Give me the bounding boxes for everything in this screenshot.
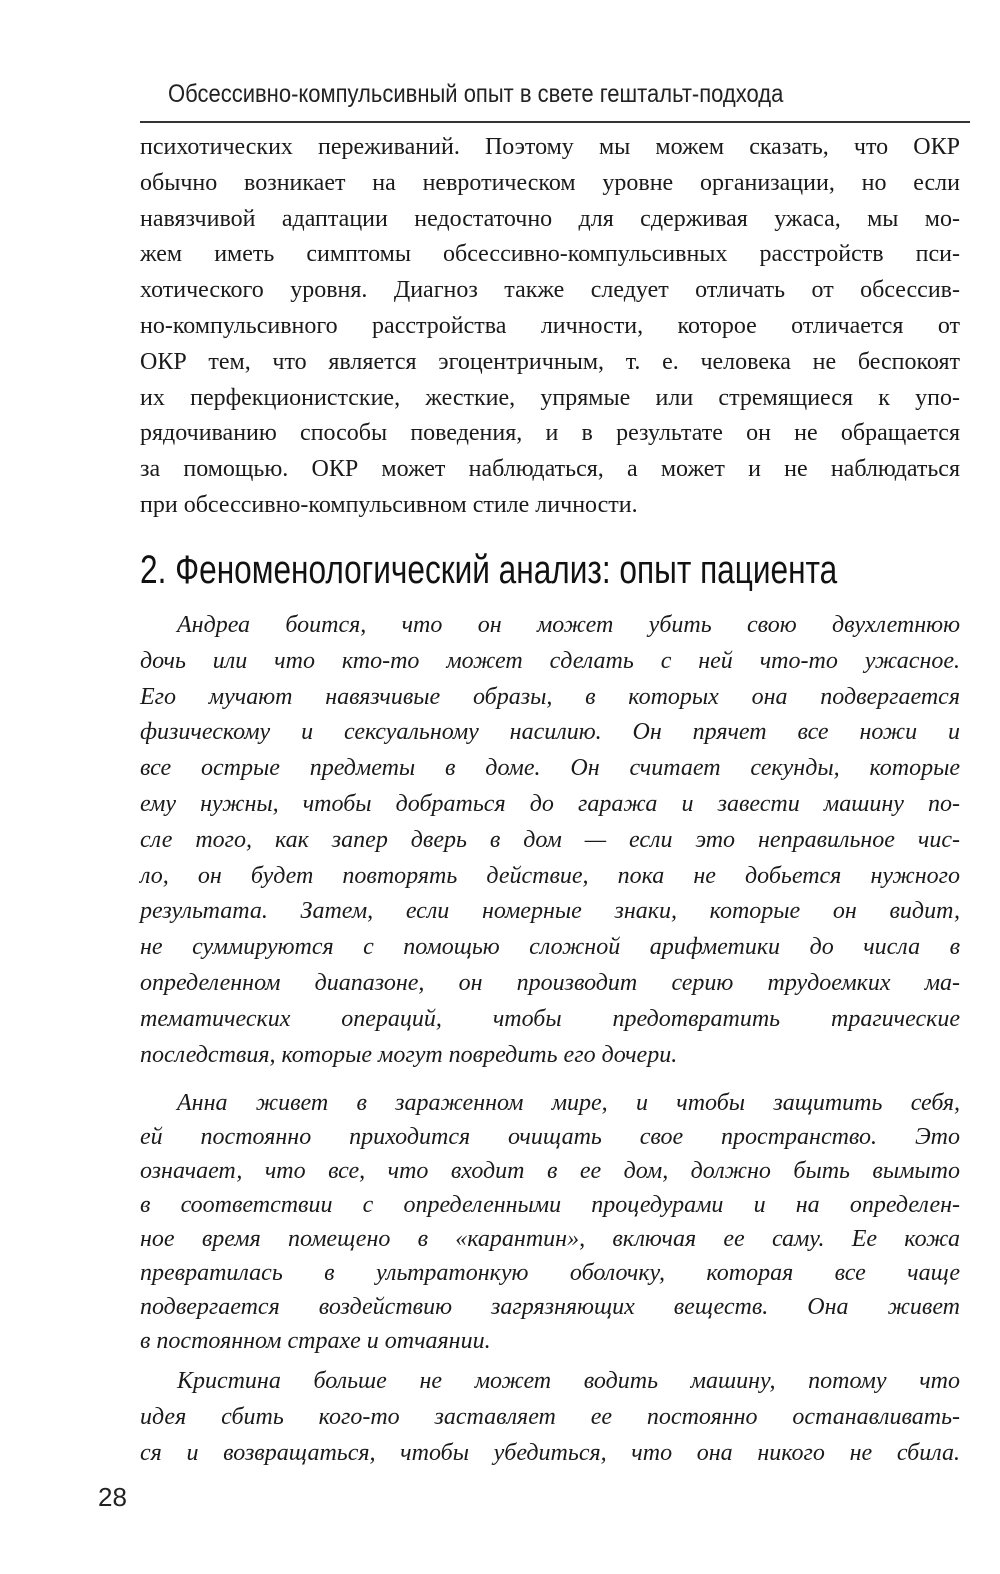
text-line: жем иметь симптомы обсессивно-компульсивных расстройств пси-: [140, 241, 960, 268]
text-line: навязчивой адаптации недостаточно для сдерживая ужаса, мы мо-: [140, 205, 960, 232]
text-line: ло, он будет повторять действие, пока не добьется нужного: [140, 862, 960, 889]
intro-paragraph: [140, 130, 960, 524]
text-line: определенном диапазоне, он производит серию трудоемких ма-: [140, 969, 960, 996]
text-line: за помощью. ОКР может наблюдаться, а может и не наблюдаться: [140, 456, 960, 483]
text-line: при обсессивно-компульсивном стиле личности.: [140, 491, 638, 518]
text-line: не суммируются с помощью сложной арифметики до числа в: [140, 934, 960, 961]
text-line: дочь или что кто-то может сделать с ней что-то ужасное.: [140, 647, 960, 674]
text-line: последствия, которые могут повредить его дочери.: [140, 1041, 678, 1068]
text-line: психотических переживаний. Поэтому мы можем сказать, что ОКР: [140, 134, 960, 160]
text-line: их перфекционистские, жесткие, упрямые или стремящиеся к упо-: [140, 384, 960, 411]
text-line: тематических операций, чтобы предотвратить трагические: [140, 1005, 960, 1032]
text-line: ей постоянно приходится очищать свое пространство. Это: [140, 1124, 960, 1150]
text-line: ОКР тем, что является эгоцентричным, т. е. человека не беспокоят: [140, 348, 960, 375]
text-line: в постоянном страхе и отчаянии.: [140, 1328, 491, 1354]
text-line: идея сбить кого-то заставляет ее постоянно останавливать-: [140, 1403, 960, 1430]
header-rule: [140, 121, 970, 123]
text-line: Андреа боится, что он может убить свою двухлетнюю: [177, 612, 960, 638]
text-line: хотического уровня. Диагноз также следует отличать от обсессив-: [140, 277, 960, 304]
section-heading: 2. Феноменологический анализ: опыт пациента: [140, 548, 838, 592]
text-line: физическому и сексуальному насилию. Он прячет все ножи и: [140, 719, 960, 746]
text-line: но-компульсивного расстройства личности, которое отличается от: [140, 312, 960, 339]
text-line: Кристина больше не может водить машину, потому что: [177, 1368, 960, 1394]
text-line: в соответствии с определенными процедурами и на определен-: [140, 1192, 960, 1218]
text-line: ся и возвращаться, чтобы убедиться, что она никого не сбила.: [140, 1439, 960, 1466]
case-paragraph-andrea: [140, 608, 960, 1073]
page-number: 28: [98, 1482, 127, 1512]
text-line: обычно возникает на невротическом уровне организации, но если: [140, 169, 960, 196]
text-line: рядочиванию способы поведения, и в результате он не обращается: [140, 420, 960, 447]
text-line: Анна живет в зараженном мире, и чтобы защитить себя,: [177, 1090, 960, 1116]
text-line: Его мучают навязчивые образы, в которых она подвергается: [140, 683, 960, 710]
text-line: ему нужны, чтобы добраться до гаража и завести машину по-: [140, 790, 960, 817]
running-header: Обсессивно-компульсивный опыт в свете гештальт-подхода: [168, 80, 784, 108]
text-line: ное время помещено в «карантин», включая ее саму. Ее кожа: [140, 1226, 960, 1252]
case-paragraph-anna: [140, 1086, 960, 1358]
text-line: означает, что все, что входит в ее дом, должно быть вымыто: [140, 1158, 960, 1184]
text-line: превратилась в ультратонкую оболочку, которая все чаще: [140, 1260, 960, 1286]
text-line: сле того, как запер дверь в дом — если это неправильное чис-: [140, 826, 960, 853]
text-line: подвергается воздействию загрязняющих веществ. Она живет: [140, 1294, 960, 1320]
text-line: результата. Затем, если номерные знаки, которые он видит,: [140, 898, 960, 925]
text-line: все острые предметы в доме. Он считает секунды, которые: [140, 755, 960, 782]
case-paragraph-kristina: [140, 1364, 960, 1471]
